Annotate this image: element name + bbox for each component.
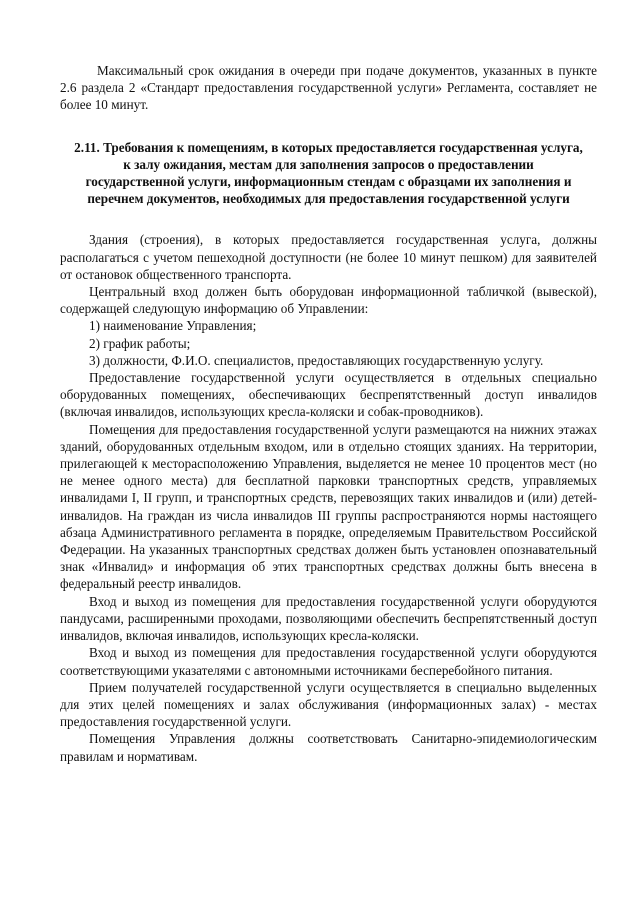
list-item-name: 1) наименование Управления; — [89, 318, 257, 334]
paragraph-building: Здания (строения), в которых предоставляется государственная услуга, должны располагаться с учетом пешеходной доступности (не более 10 минут пешком) для заявителей от остановок общественного транспорта. — [60, 232, 597, 282]
paragraph-reception: Прием получателей государственной услуги осуществляется в специально выделенных для этих целей помещениях и залах обслуживания (информационных залах) - местах предоставления государственной услуги. — [60, 679, 597, 730]
paragraph-accessibility: Предоставление государственной услуги осуществляется в отдельных специально оборудованных помещениях, обеспечивающих беспрепятственный доступ инвалидов (включая инвалидов, использующих кресла-коляски и собак-проводников). — [60, 370, 597, 420]
paragraph-ramps: Вход и выход из помещения для предоставления государственной услуги оборудуются пандусами, расширенными проходами, позволяющими обеспечить беспрепятственный доступ инвалидов, включая инвалидов, использующих кресла-коляски. — [60, 593, 597, 644]
section-heading: 2.11. Требования к помещениям, в которых предоставляется государственная услуга, к залу ожидания, местам для заполнения запросов о предоставлении государственной услуги, информационным стендам с образцами их заполнения и перечнем документов, необходимых для предоставления государственной услуги — [74, 139, 583, 207]
paragraph-sanitary: Помещения Управления должны соответствовать Санитарно-эпидемиологическим правилам и нормативам. — [60, 731, 597, 764]
document-page — [60, 62, 597, 765]
list-item-staff: 3) должности, Ф.И.О. специалистов, предоставляющих государственную услугу. — [89, 352, 544, 368]
intro-paragraph: Максимальный срок ожидания в очереди при подаче документов, указанных в пункте 2.6 раздела 2 «Стандарт предоставления государственной услуги» Регламента, составляет не более 10 минут. — [60, 63, 597, 113]
paragraph-parking: Помещения для предоставления государственной услуги размещаются на нижних этажах зданий, оборудованных отдельным входом, или в отдельно стоящих зданиях. На территории, прилегающей к месторасположению Управления, выделяется не менее 10 процентов мест (но не менее одного места) для бесплатной парковки транспортных средств, управляемых инвалидами I, II групп, и транспортных средств, перевозящих таких инвалидов и (или) детей-инвалидов. На граждан из числа инвалидов III группы распространяются нормы настоящего абзаца Административного регламента в порядке, определяемым Правительством Российской Федерации. На указанных транспортных средствах должен быть установлен опознавательный знак «Инвалид» и информация об этих транспортных средствах должны быть внесена в федеральный реестр инвалидов. — [60, 421, 597, 592]
list-item-schedule: 2) график работы; — [89, 335, 191, 351]
paragraph-signage: Вход и выход из помещения для предоставления государственной услуги оборудуются соответствующими указателями с автономными источниками бесперебойного питания. — [60, 645, 597, 678]
paragraph-entrance: Центральный вход должен быть оборудован информационной табличкой (вывеской), содержащей следующую информацию об Управлении: — [60, 284, 597, 317]
